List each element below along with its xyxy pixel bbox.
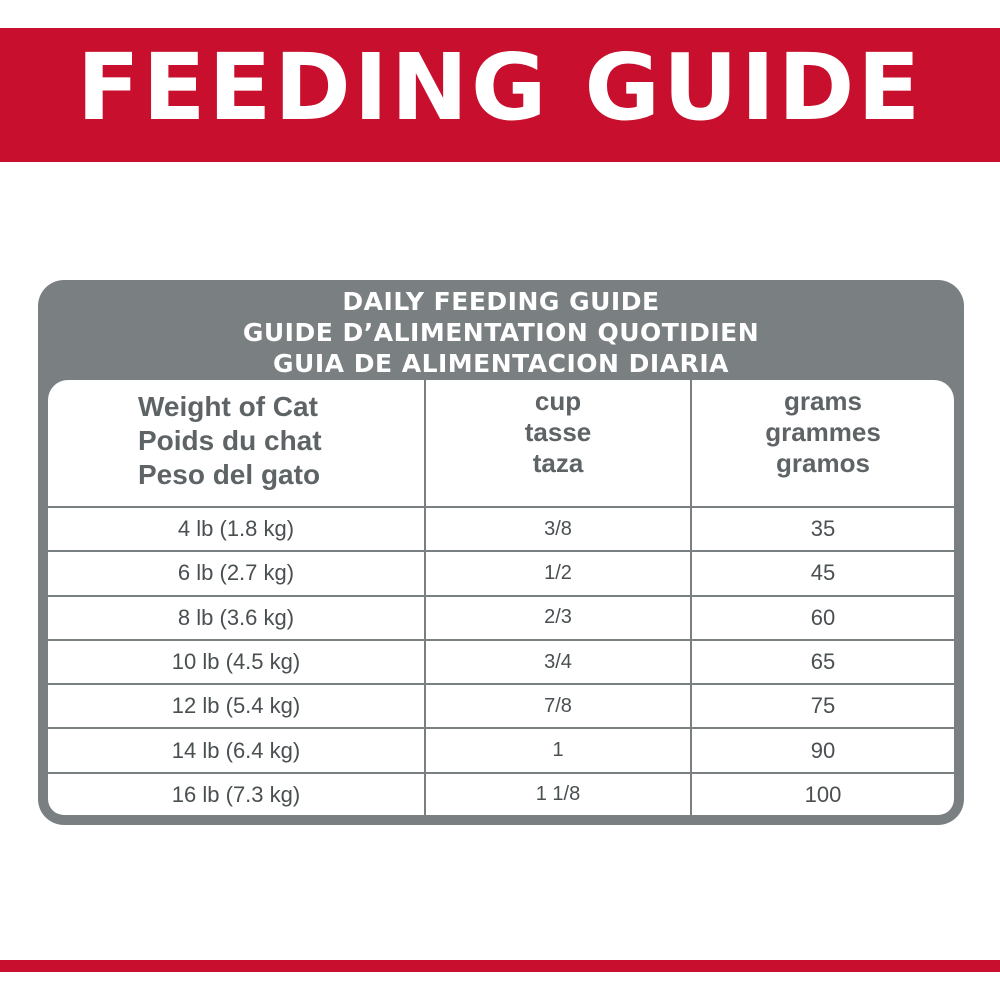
feeding-table-card <box>38 280 964 825</box>
cup-value: 3/8 <box>544 517 572 540</box>
column-header-row <box>48 380 954 506</box>
bottom-accent-bar <box>0 960 1000 972</box>
column-header-weight-fr: Poids du chat <box>138 425 322 456</box>
cup-value: 1/2 <box>544 561 572 584</box>
weight-cell: 16 lb (7.3 kg) <box>171 781 301 807</box>
cup-cell <box>424 685 690 727</box>
weight-cell: 14 lb (6.4 kg) <box>171 737 301 763</box>
grams-cell: 35 <box>690 508 954 550</box>
cup-cell <box>424 774 690 815</box>
weight-cell: 8 lb (3.6 kg) <box>177 604 295 630</box>
page-title: FEEDING GUIDE <box>76 34 924 141</box>
cup-cell <box>424 552 690 594</box>
table-header-line-fr: GUIDE D’ALIMENTATION QUOTIDIEN <box>242 318 760 347</box>
grams-cell: 90 <box>690 729 954 771</box>
table-row <box>48 772 954 815</box>
column-header-grams-en: grams <box>783 385 863 416</box>
grams-cell: 100 <box>690 774 954 815</box>
table-row <box>48 595 954 639</box>
table-row <box>48 506 954 550</box>
cup-cell <box>424 597 690 639</box>
column-header-cup-fr: tasse <box>524 416 592 447</box>
column-header-cup-en: cup <box>534 385 582 416</box>
column-header-weight-en: Weight of Cat <box>138 391 318 422</box>
table-header-line-es: GUIA DE ALIMENTACION DIARIA <box>273 349 729 378</box>
cup-value: 1 1/8 <box>535 783 581 806</box>
column-header-grams <box>690 380 954 506</box>
grams-cell: 75 <box>690 685 954 727</box>
weight-cell: 6 lb (2.7 kg) <box>177 560 295 586</box>
table-header-line-en: DAILY FEEDING GUIDE <box>342 287 660 316</box>
grams-cell: 60 <box>690 597 954 639</box>
table-row <box>48 550 954 594</box>
table-row <box>48 727 954 771</box>
weight-cell: 10 lb (4.5 kg) <box>171 649 301 675</box>
feeding-table <box>48 380 954 815</box>
column-header-grams-fr: grammes <box>765 416 881 447</box>
cup-value: 2/3 <box>544 606 572 629</box>
cup-value: 7/8 <box>544 694 572 717</box>
grams-cell: 45 <box>690 552 954 594</box>
column-header-cup-es: taza <box>532 447 584 478</box>
cup-cell <box>424 508 690 550</box>
grams-cell: 65 <box>690 641 954 683</box>
column-header-weight-es: Peso del gato <box>138 459 321 490</box>
table-header <box>38 286 964 379</box>
cup-value: 1 <box>552 739 564 762</box>
column-header-weight <box>48 380 424 506</box>
title-banner <box>0 28 1000 162</box>
weight-cell: 12 lb (5.4 kg) <box>171 693 301 719</box>
cup-cell <box>424 641 690 683</box>
cup-cell <box>424 729 690 771</box>
cup-value: 3/4 <box>544 650 572 673</box>
column-header-grams-es: gramos <box>776 447 870 478</box>
weight-cell: 4 lb (1.8 kg) <box>177 516 295 542</box>
table-row <box>48 683 954 727</box>
table-body <box>48 506 954 815</box>
column-header-cup <box>424 380 690 506</box>
table-row <box>48 639 954 683</box>
